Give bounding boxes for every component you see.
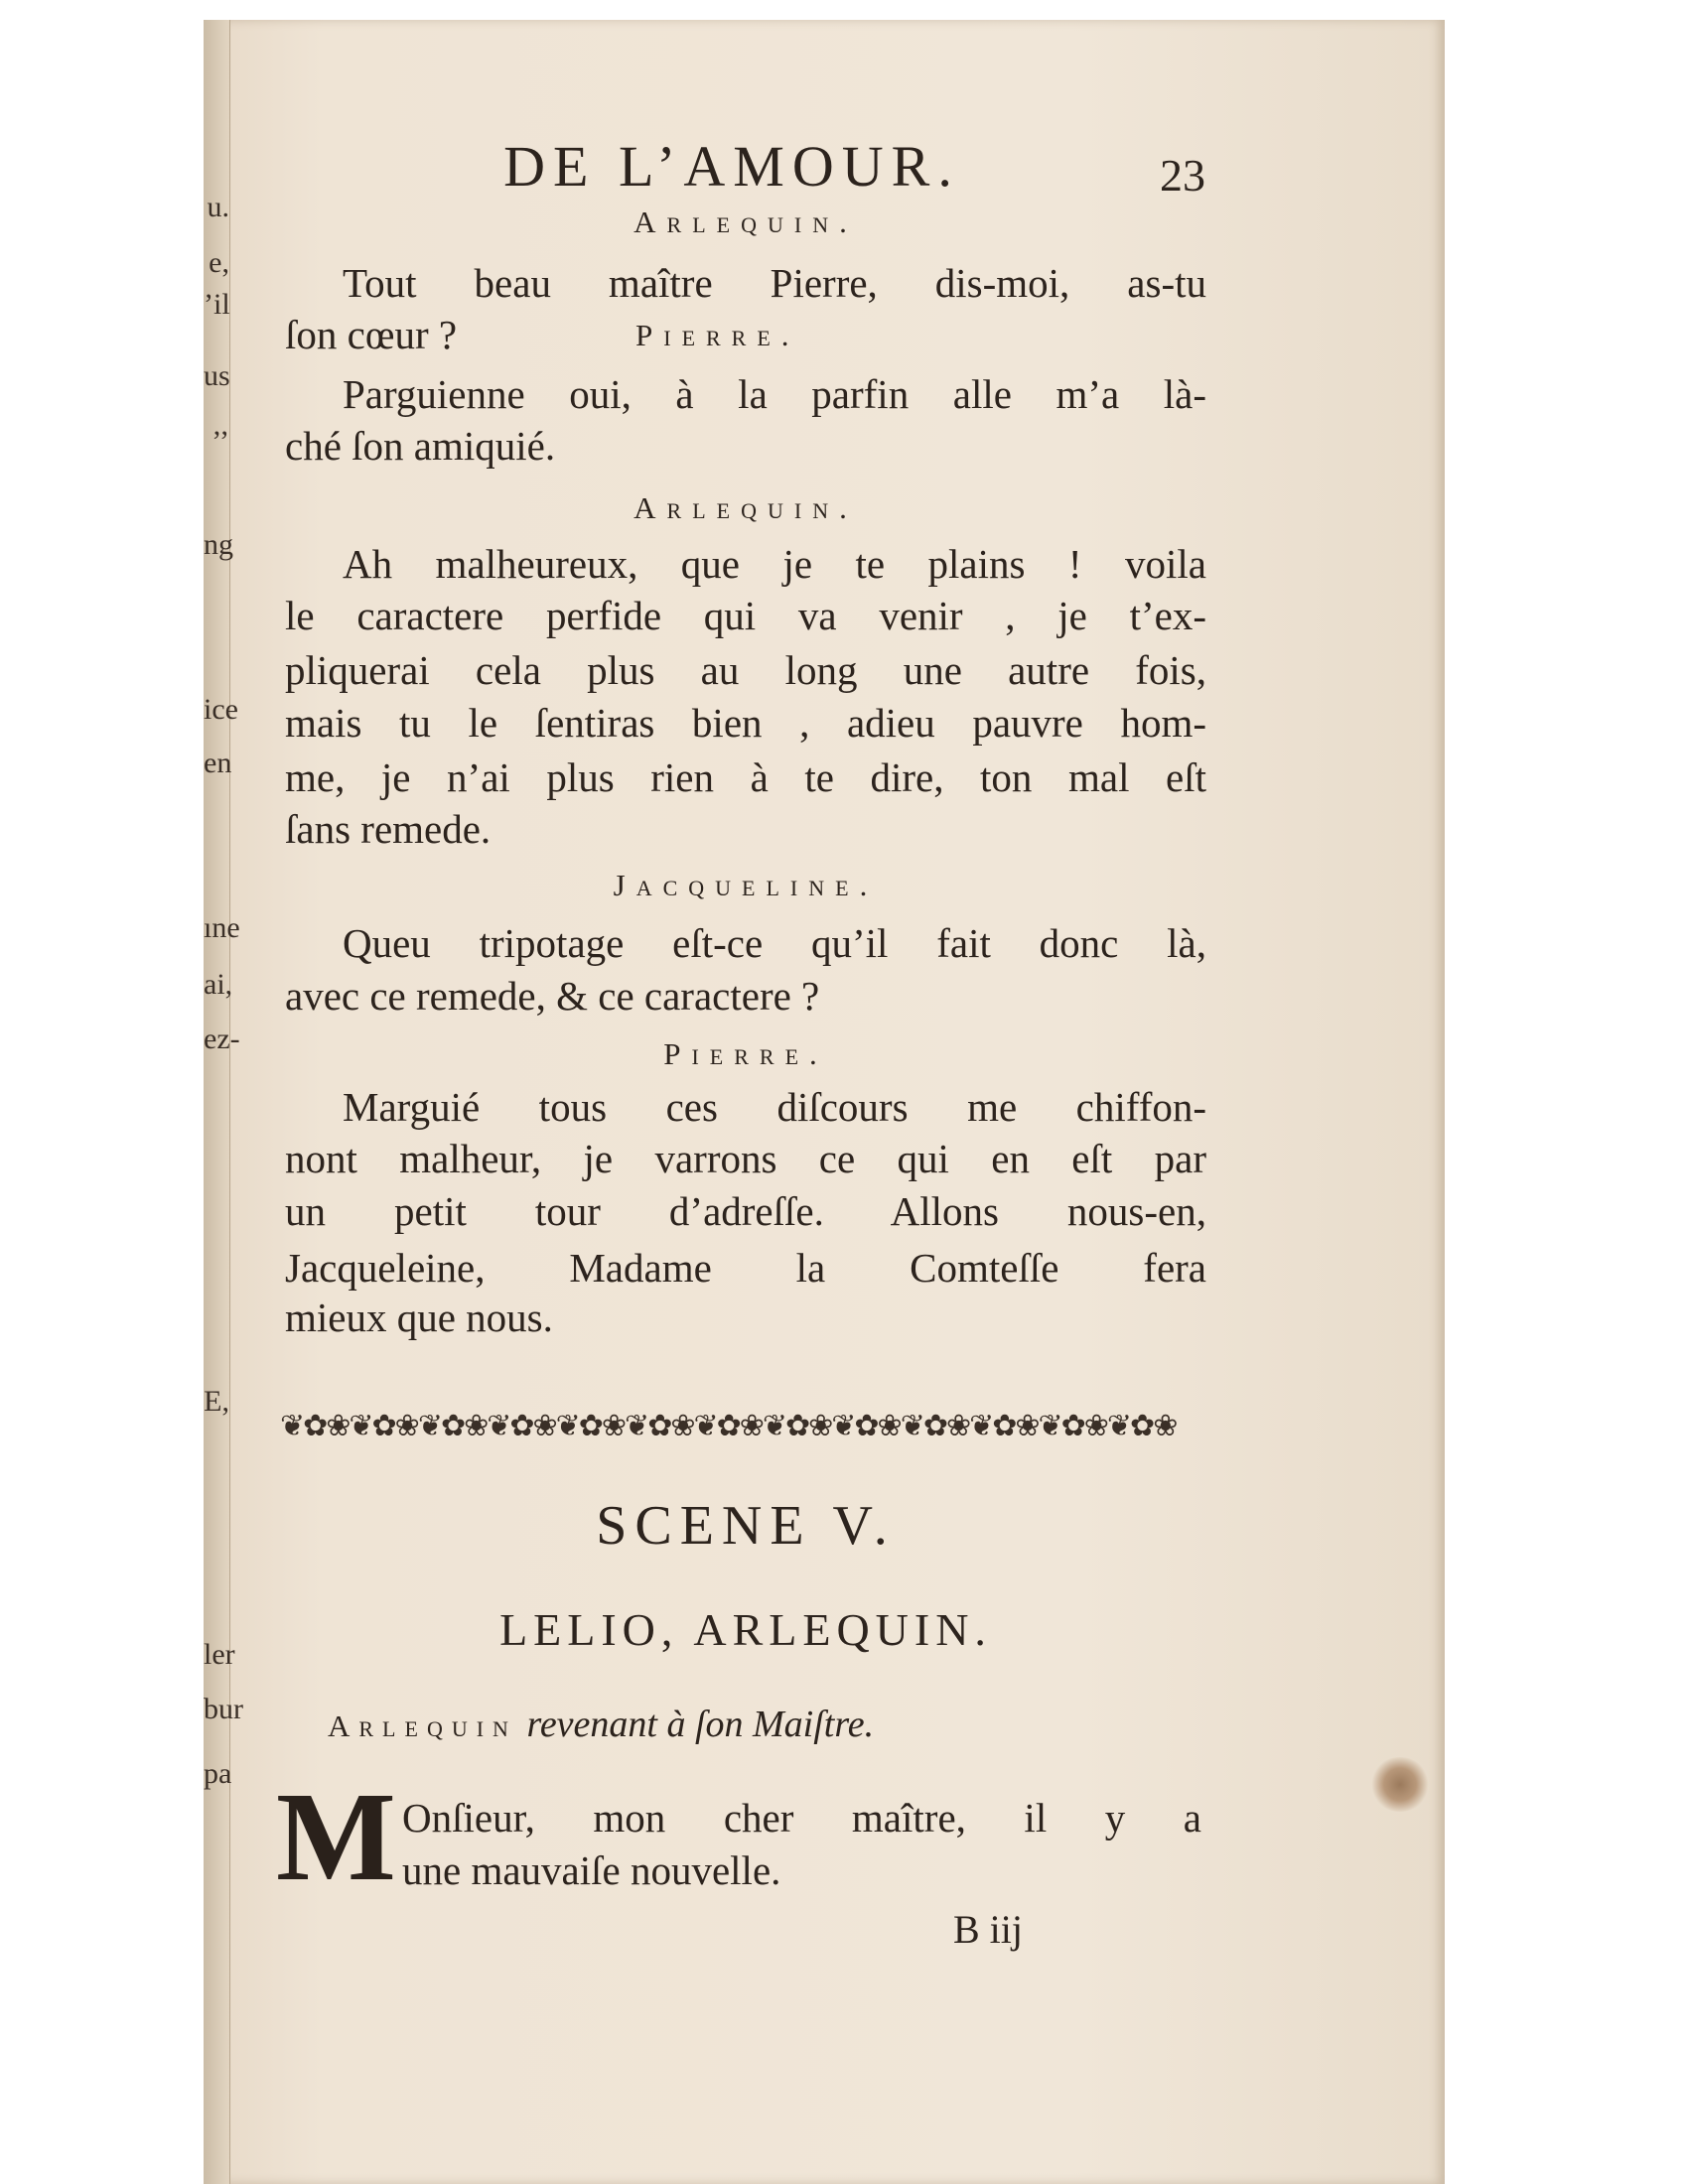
running-head: DE L’AMOUR. [503, 134, 960, 199]
facing-fragment: bur [204, 1693, 243, 1725]
speaker-name: Jacqueline. [613, 868, 879, 902]
facing-fragment: ez- [204, 1023, 240, 1055]
text-line: avec ce remede, & ce caractere ? [285, 973, 820, 1019]
text-line: pliquerai cela plus au long une autre fois, [285, 647, 1206, 693]
speaker-name: Pierre. [635, 318, 800, 352]
text-line: mais tu le ſentiras bien , adieu pauvre hom- [285, 700, 1206, 746]
text-line: nont malheur, je varrons ce qui en eſt par [285, 1136, 1206, 1181]
speaker-name: Arlequin. [633, 205, 858, 239]
character-list: LELIO, ARLEQUIN. [499, 1604, 992, 1655]
facing-fragment: us [204, 359, 230, 392]
text-line: le caractere perfide qui va venir , je t’ex- [285, 593, 1206, 638]
text-line: un petit tour d’adreſſe. Allons nous-en, [285, 1188, 1206, 1234]
text-line: mieux que nous. [285, 1295, 553, 1340]
facing-fragment: ai, [204, 968, 233, 1001]
facing-fragment: ng [204, 528, 233, 561]
speaker-name: Arlequin [328, 1708, 517, 1743]
facing-fragment: en [204, 747, 232, 779]
text-line: Jacqueleine, Madame la Comteſſe fera [285, 1245, 1206, 1291]
paper-stain [1370, 1757, 1430, 1812]
facing-fragment: ’il [204, 288, 230, 321]
speaker-name: Pierre. [663, 1036, 828, 1071]
stage-direction [328, 1703, 874, 1746]
facing-fragment: pa [204, 1757, 232, 1790]
text-line: Queu tripotage eſt-ce qu’il fait donc là, [343, 920, 1206, 966]
text-line: ſans remede. [285, 806, 492, 852]
direction-text: revenant à ſon Maiſtre. [526, 1704, 875, 1745]
text-line: Onſieur, mon cher maître, il y a [402, 1795, 1201, 1841]
facing-fragment: ice [204, 693, 238, 726]
text-line: Marguié tous ces diſcours me chiffon- [343, 1084, 1206, 1130]
facing-fragment: ler [204, 1638, 235, 1671]
text-line: me, je n’ai plus rien à te dire, ton mal eſt [285, 754, 1206, 800]
facing-fragment: ıne [204, 911, 240, 944]
facing-fragment: u. [207, 191, 229, 223]
text-line: une mauvaiſe nouvelle. [402, 1847, 781, 1893]
facing-page-edge [204, 20, 243, 2184]
scene-title: SCENE V. [596, 1495, 896, 1557]
speaker-name: Arlequin. [633, 490, 858, 525]
text-line: ché ſon amiquié. [285, 423, 556, 469]
facing-fragment: E, [204, 1385, 229, 1418]
page-number: 23 [1160, 150, 1205, 201]
text-line: Tout beau maître Pierre, dis-moi, as-tu [343, 260, 1206, 306]
text-line: ſon cœur ? [285, 312, 458, 357]
text-line: Ah malheureux, que je te plains ! voila [343, 541, 1206, 587]
text-line: Parguienne oui, à la parfin alle m’a là- [343, 371, 1206, 417]
facing-fragment: e, [209, 246, 229, 279]
signature-mark: B iij [953, 1907, 1024, 1952]
printer-ornament-band: ❦✿❀❦✿❀❦✿❀❦✿❀❦✿❀❦✿❀❦✿❀❦✿❀❦✿❀❦✿❀❦✿❀❦✿❀❦✿❀ [280, 1410, 1177, 1442]
facing-fragment: ’’ [211, 425, 229, 458]
drop-cap: M [276, 1766, 396, 1907]
